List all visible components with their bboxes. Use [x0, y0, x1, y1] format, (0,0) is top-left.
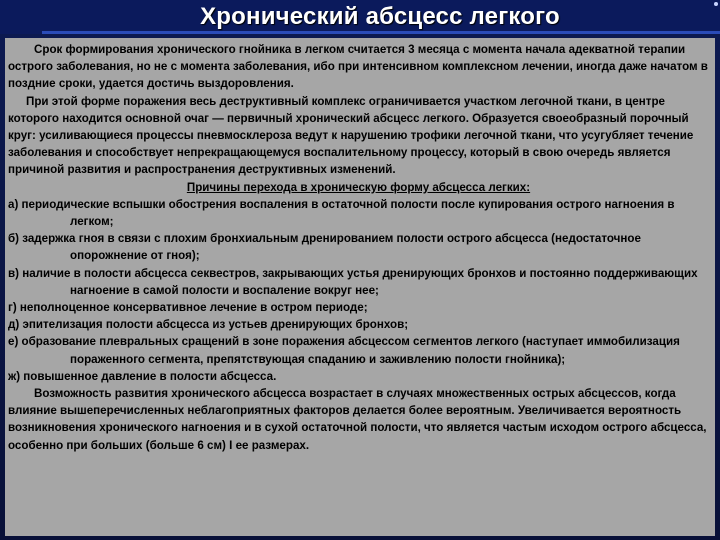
paragraph-conclusion: Возможность развития хронического абсцесса возрастает в случаях множественных острых абсцессов, когда влияние вышеперечисленных неблагоприятных факторов делается более вероятным. Увеличивается вероятность возникновения хронического нагноения и в сухой остаточной полости, что является частым исходом острого абсцесса, особенно при больших (больше 6 см) I ее размерах.	[8, 387, 707, 452]
content-panel	[5, 38, 715, 536]
causes-heading: Причины перехода в хроническую форму абсцесса легких:	[186, 180, 531, 194]
paragraph-destructive-complex: При этой форме поражения весь деструктивный комплекс ограничивается участком легочной ткани, в центре которого находится основной очаг — первичный хронический абсцесс легкого. Образуется своеобразный порочный круг: усиливающиеся процессы пневмосклероза ведут к нарушению трофики легочной ткани, что усугубляет течение заболевания и способствует непрекращающемуся воспалительному процессу, который в свою очередь является причиной развития и распространения деструктивных изменений.	[8, 94, 694, 177]
paragraph-formation-period: Срок формирования хронического гнойника в легком считается 3 месяца с момента начала адекватной терапии острого заболевания, но не с момента заболевания, ибо при интенсивном комплексном лечении, иногда даже начатом в поздние сроки, удается достичь выздоровления.	[8, 43, 708, 91]
title-bar	[0, 0, 720, 34]
slide-title: Хронический абсцесс легкого	[200, 3, 560, 30]
cause-item-e: д) эпителизация полости абсцесса из устьев дренирующих бронхов;	[8, 318, 409, 332]
cause-item-c: в) наличие в полости абсцесса секвестров, закрывающих устья дренирующих бронхов и постоянно поддерживающих нагноение в самой полости и воспаление вокруг нее;	[8, 266, 698, 297]
cause-item-f: е) образование плевральных сращений в зоне поражения абсцессом сегментов легкого (наступает иммобилизация пораженного сегмента, препятствующая спаданию и заживлению полости гнойника);	[8, 335, 680, 366]
cause-item-b: б) задержка гноя в связи с плохим бронхиальным дренированием полости острого абсцесса (недостаточное опорожнение от гноя);	[8, 232, 641, 263]
corner-marker	[714, 2, 718, 6]
title-underline	[42, 31, 720, 34]
cause-item-g: ж) повышенное давление в полости абсцесса.	[8, 369, 277, 383]
text-body	[5, 38, 715, 454]
cause-item-d: г) неполноценное консервативное лечение в остром периоде;	[8, 301, 368, 315]
cause-item-a: а) периодические вспышки обострения воспаления в остаточной полости после купирования острого нагноения в легком;	[8, 197, 675, 229]
